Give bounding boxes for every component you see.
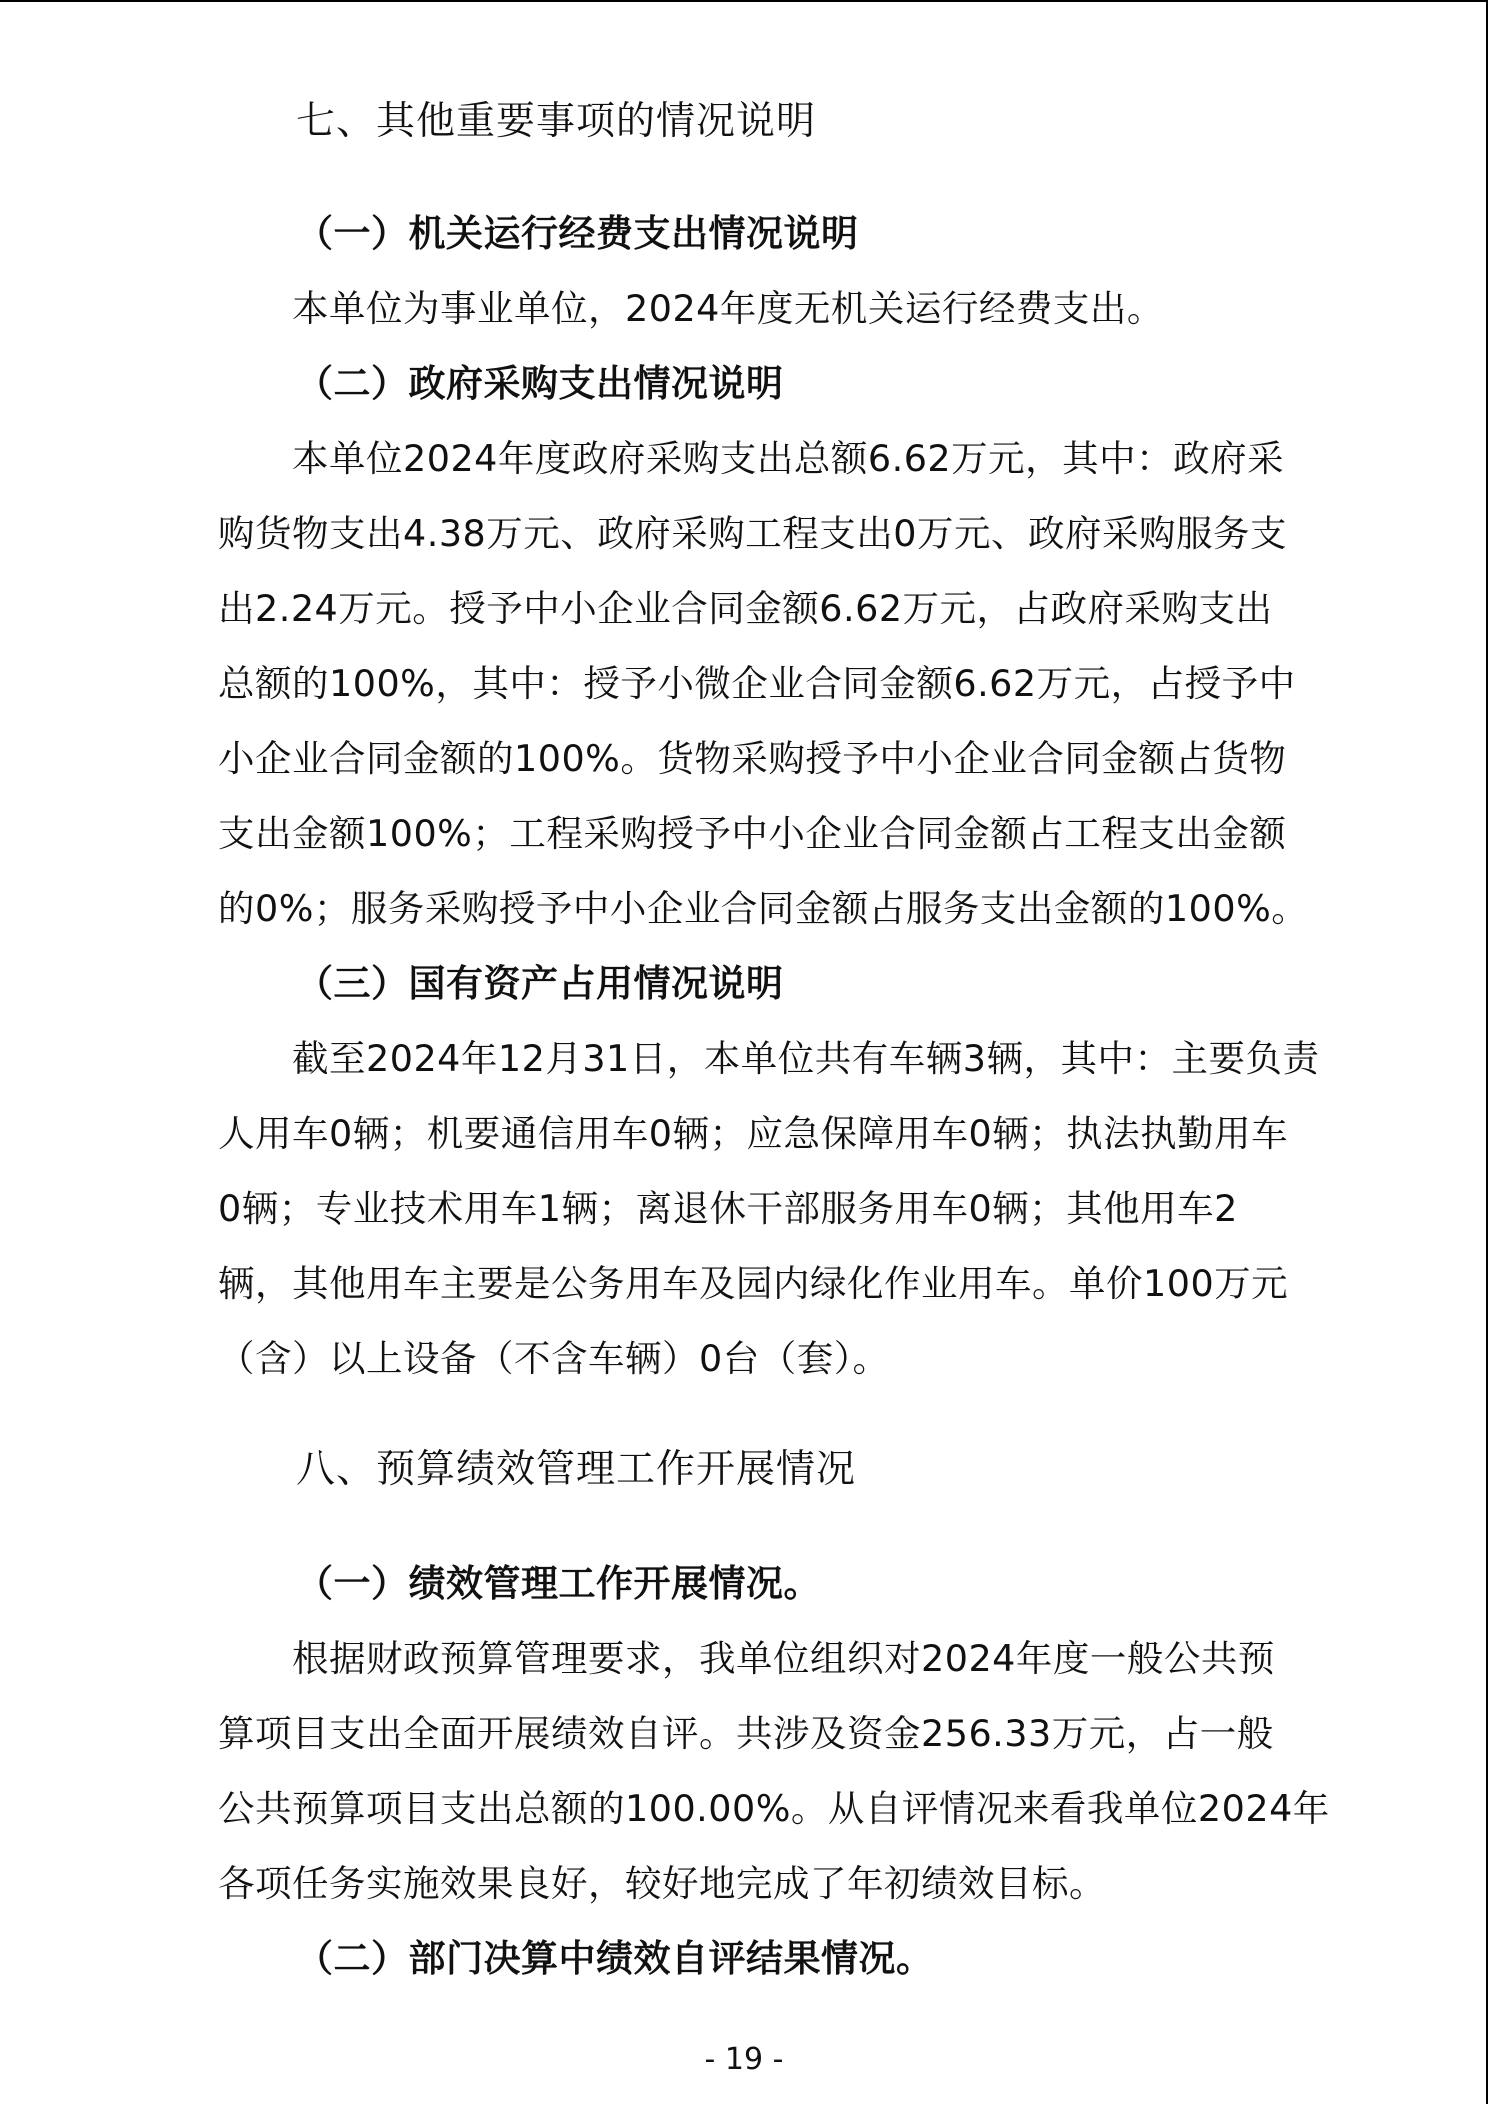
paragraph-line: 总额的100%，其中：授予小微企业合同金额6.62万元，占授予中 [218,662,1296,705]
subsection-title-7-2: （二）政府采购支出情况说明 [296,362,784,405]
paragraph-line: 0辆；专业技术用车1辆；离退休干部服务用车0辆；其他用车2 [218,1187,1238,1230]
paragraph-line: 各项任务实施效果良好，较好地完成了年初绩效目标。 [218,1862,1106,1905]
paragraph-line: 辆，其他用车主要是公务用车及园内绿化作业用车。单价100万元 [218,1262,1289,1305]
paragraph-line: 出2.24万元。授予中小企业合同金额6.62万元，占政府采购支出 [218,587,1273,630]
subsection-title-8-2: （二）部门决算中绩效自评结果情况。 [296,1937,934,1980]
section-heading-8: 八、预算绩效管理工作开展情况 [296,1447,857,1492]
section-heading-7: 七、其他重要事项的情况说明 [296,99,817,144]
paragraph-line: 截至2024年12月31日，本单位共有车辆3辆，其中：主要负责 [292,1037,1320,1080]
paragraph-line: 公共预算项目支出总额的100.00%。从自评情况来看我单位2024年 [218,1787,1330,1830]
paragraph-line: 人用车0辆；机要通信用车0辆；应急保障用车0辆；执法执勤用车 [218,1112,1289,1155]
paragraph-line: 的0%；服务采购授予中小企业合同金额占服务支出金额的100%。 [218,887,1309,930]
paragraph-line: （含）以上设备（不含车辆）0台（套）。 [218,1337,890,1380]
paragraph-line: 支出金额100%；工程采购授予中小企业合同金额占工程支出金额 [218,812,1287,855]
subsection-title-7-1: （一）机关运行经费支出情况说明 [296,212,859,255]
paragraph-line: 小企业合同金额的100%。货物采购授予中小企业合同金额占货物 [218,737,1287,780]
paragraph-line: 本单位为事业单位，2024年度无机关运行经费支出。 [292,287,1164,330]
page-number: - 19 - [704,2042,784,2077]
paragraph-line: 根据财政预算管理要求，我单位组织对2024年度一般公共预 [292,1637,1275,1680]
paragraph-line: 算项目支出全面开展绩效自评。共涉及资金256.33万元，占一般 [218,1712,1274,1755]
paragraph-line: 购货物支出4.38万元、政府采购工程支出0万元、政府采购服务支 [218,512,1287,555]
subsection-title-8-1: （一）绩效管理工作开展情况。 [296,1562,821,1605]
paragraph-line: 本单位2024年度政府采购支出总额6.62万元，其中：政府采 [292,437,1285,480]
subsection-title-7-3: （三）国有资产占用情况说明 [296,962,784,1005]
page-top-border [0,0,1488,2]
